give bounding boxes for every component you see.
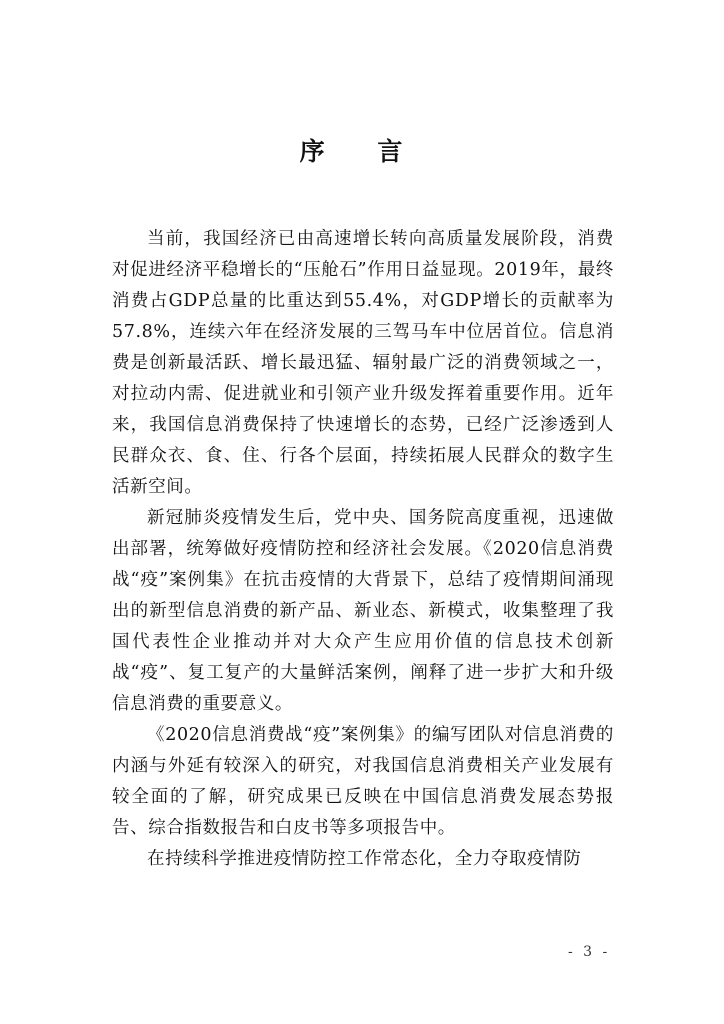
page-title: 序 言 [299, 137, 425, 166]
page-number: - 3 - [568, 944, 611, 960]
document-body [112, 224, 614, 875]
paragraph-1: 当前，我国经济已由高速增长转向高质量发展阶段，消费对促进经济平稳增长的“压舱石”作用日益显现。2019年，最终消费占GDP总量的比重达到55.4%，对GDP增长的贡献率为57.8%，连续六年在经济发展的三驾马车中位居首位。信息消费是创新最活跃、增长最迅猛、辐射最广泛的消费领域之一，对拉动内需、促进就业和引领产业升级发挥着重要作用。近年来，我国信息消费保持了快速增长的态势，已经广泛渗透到人民群众衣、食、住、行各个层面，持续拓展人民群众的数字生活新空间。 [112, 229, 614, 497]
paragraph-3: 《2020信息消费战“疫”案例集》的编写团队对信息消费的内涵与外延有较深入的研究，对我国信息消费相关产业发展有较全面的了解，研究成果已反映在中国信息消费发展态势报告、综合指数报告和白皮书等多项报告中。 [112, 725, 614, 838]
paragraph-2: 新冠肺炎疫情发生后，党中央、国务院高度重视，迅速做出部署，统筹做好疫情防控和经济社会发展。《2020信息消费战“疫”案例集》在抗击疫情的大背景下，总结了疫情期间涌现出的新型信息消费的新产品、新业态、新模式，收集整理了我国代表性企业推动并对大众产生应用价值的信息技术创新战“疫”、复工复产的大量鲜活案例，阐释了进一步扩大和升级信息消费的重要意义。 [112, 508, 614, 714]
paragraph-4: 在持续科学推进疫情防控工作常态化，全力夺取疫情防 [147, 849, 582, 869]
